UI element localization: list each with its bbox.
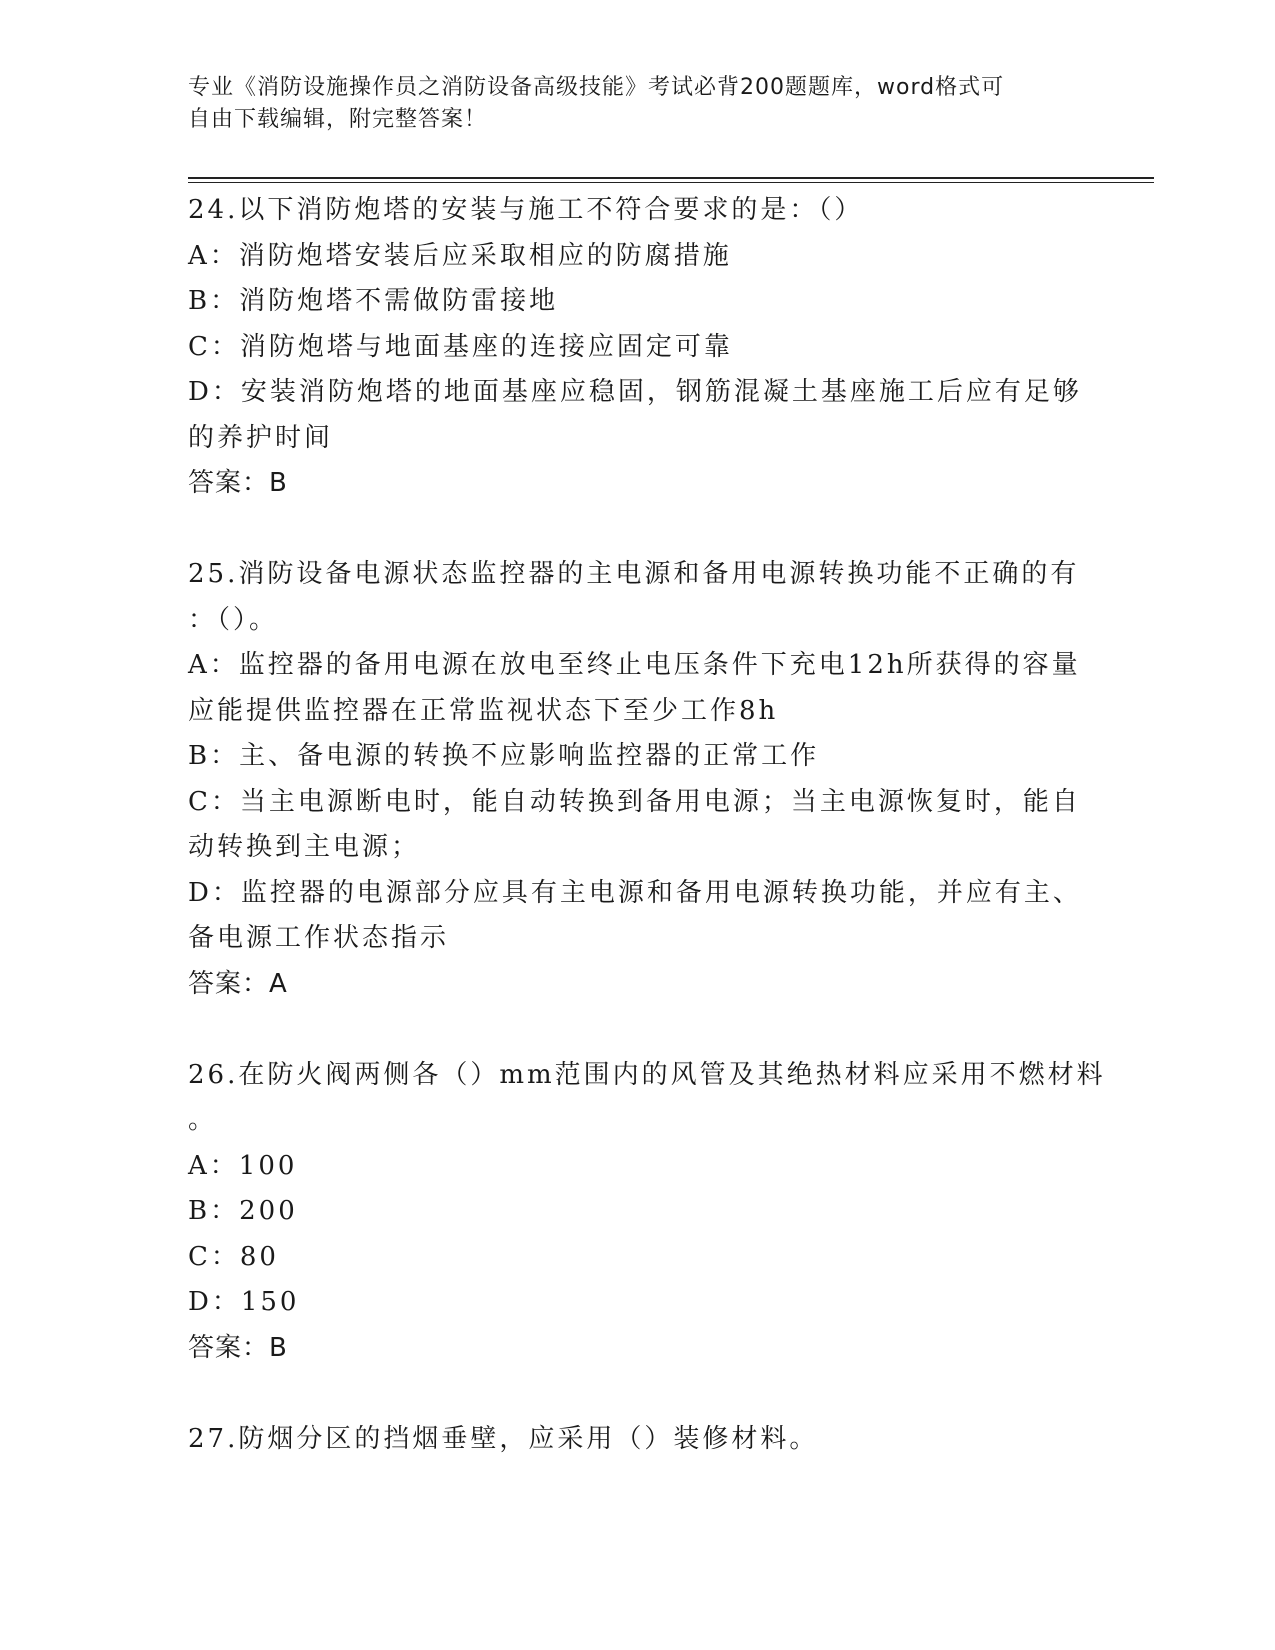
answer-option: A：100: [188, 1150, 298, 1181]
header-divider-thin: [188, 182, 1154, 183]
question-stem: 。: [188, 1105, 218, 1135]
answer-option: B：主、备电源的转换不应影响监控器的正常工作: [188, 741, 820, 771]
question-stem: ：（）。: [188, 604, 279, 635]
question-block: [188, 552, 1088, 1007]
answer-option: B：200: [188, 1196, 298, 1226]
answer-option: 动转换到主电源；: [188, 832, 421, 862]
document-header: [188, 72, 1068, 136]
question-stem: 25.消防设备电源状态监控器的主电源和备用电源转换功能不正确的有: [188, 559, 1080, 589]
question-block: [188, 1053, 1106, 1372]
correct-answer: 答案：B: [188, 468, 288, 498]
answer-option: 的养护时间: [188, 422, 334, 453]
question-spacer: [188, 1371, 1088, 1417]
question-spacer: [188, 1007, 1088, 1053]
question-block: [188, 1417, 1088, 1463]
answer-option: D：安装消防炮塔的地面基座应稳固，钢筋混凝土基座施工后应有足够: [188, 377, 1082, 407]
answer-option: A：消防炮塔安装后应采取相应的防腐措施: [188, 240, 732, 271]
answer-option: C：80: [188, 1241, 279, 1272]
answer-option: C：消防炮塔与地面基座的连接应固定可靠: [188, 331, 733, 362]
answer-option: D：监控器的电源部分应具有主电源和备用电源转换功能，并应有主、: [188, 877, 1082, 908]
question-stem: 24.以下消防炮塔的安装与施工不符合要求的是：（）: [188, 195, 864, 225]
question-stem: 26.在防火阀两侧各（）mm范围内的风管及其绝热材料应采用不燃材料: [188, 1059, 1106, 1090]
question-block: [188, 188, 1088, 507]
answer-option: B：消防炮塔不需做防雷接地: [188, 286, 559, 316]
correct-answer: 答案：A: [188, 968, 288, 999]
answer-option: C：当主电源断电时，能自动转换到备用电源；当主电源恢复时，能自: [188, 786, 1081, 817]
header-line-1: 专业《消防设施操作员之消防设备高级技能》考试必背200题题库，word格式可: [188, 75, 1005, 100]
answer-option: A：监控器的备用电源在放电至终止电压条件下充电12h所获得的容量: [188, 650, 1081, 680]
answer-option: D：150: [188, 1287, 300, 1317]
correct-answer: 答案：B: [188, 1332, 288, 1363]
question-spacer: [188, 507, 1088, 553]
header-line-2: 自由下载编辑，附完整答案！: [188, 107, 488, 132]
header-divider-thick: [188, 177, 1154, 179]
answer-option: 备电源工作状态指示: [188, 923, 450, 953]
answer-option: 应能提供监控器在正常监视状态下至少工作8h: [188, 695, 779, 726]
question-stem: 27.防烟分区的挡烟垂壁，应采用（）装修材料。: [188, 1423, 819, 1454]
question-list: [188, 188, 1106, 1462]
